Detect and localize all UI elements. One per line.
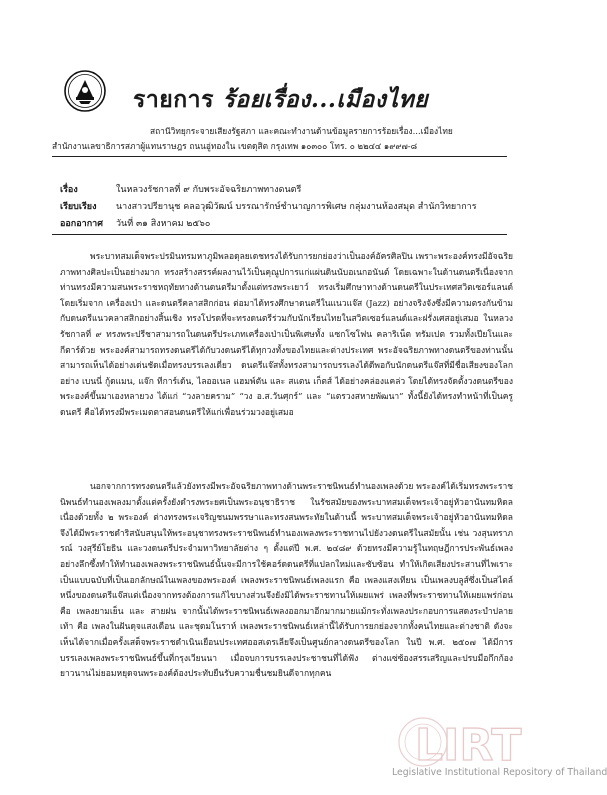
author-label: เรียบเรียง <box>60 202 97 212</box>
parliament-emblem-icon <box>64 70 106 112</box>
subject-label: เรื่อง <box>60 185 78 195</box>
broadcast-date-value: วันที่ ๓๑ สิงหาคม ๒๕๖๐ <box>116 219 211 229</box>
header-divider <box>52 156 507 157</box>
paragraph-1-text: พระบาทสมเด็จพระปรมินทรมหาภูมิพลอดุลยเดชทรงได้รับการยกย่องว่าเป็นองค์อัครศิลปิน เพราะพระองค์ทรงมีอัจฉริยภาพทางศิลปะเป็นอย่างมาก ทรงสร้างสรรค์ผลงานไว้เป็นคุณูปการแก่แผ่นดินนับอเนกอนันต์ โดยเฉพาะในด้านดนตรีเนื่องจากท่านทรงมีความสนพระราชหฤทัยทางด้านดนตรีมาตั้งแต่ทรงพระเยาว์ ทรงเริ่มศึกษาทางด้านดนตรีในประเทศสวิตเซอร์แลนด์ โดยเริ่มจาก เครื่องเป่า และดนตรีคลาสสิกก่อน ต่อมาได้ทรงศึกษาดนตรีในแนวแจ๊ส (Jazz) อย่างจริงจังซึ่งมีความตรงกันข้ามกับดนตรีแนวคลาสสิกอย่างสิ้นเชิง ทรงโปรดที่จะทรงดนตรีร่วมกับนักเรียนไทยในสวิตเซอร์แลนด์และฝรั่งเศสอยู่เสมอ ในหลวงรัชกาลที่ ๙ ทรงพระปรีชาสามารถในดนตรีประเภทเครื่องเป่าเป็นพิเศษทั้ง แซกโซโฟน คลาริเน็ต ทรัมเปต รวมทั้งเปียโนและกีตาร์ด้วย พระองค์สามารถทรงดนตรีได้กับวงดนตรีได้ทุกวงทั้งของไทยและต่างประเทศ พระอัจฉริยภาพทางดนตรีของท่านนั้นสามารถเห็นได้อย่างเด่นชัดเมื่อทรงบรรเลงเดี่ยว ดนตรีแจ๊สทั้งทรงสามารถบรรเลงได้ดีพอกับนักดนตรีแจ๊สที่มีชื่อเสียงของโลกอย่าง เบนนี่ กู้ดแมน, แจ๊ก ทีการ์เด้น, ไลออเนล แฮมพ์ตัน และ สแตน เก็ตส์ ได้อย่างคล่องแคล่ว โดยได้ทรงจัดตั้งวงดนตรีของพระองค์ขึ้นมาเองหลายวง ได้แก่ “วงลายคราม” “วง อ.ส.วันศุกร์” และ “แตรวงสหายพัฒนา” ทั้งนี้ยังได้ทรงทำหน้าที่เป็นครูดนตรี คือได้ทรงมีพระเมตตาสอนดนตรีให้แก่เพื่อนร่วมวงอยู่เสมอ <box>60 252 513 418</box>
subtitle-address: สำนักงานเลขาธิการสภาผู้แทนราษฎร ถนนอู่ทองใน เขตดุสิต กรุงเทพ ๑๐๓๐๐ โทร. ๐ ๒๒๔๔ ๑๙๙๗-๘ <box>52 141 418 151</box>
paragraph-2-text: นอกจากการทรงดนตรีแล้วยังทรงมีพระอัจฉริยภาพทางด้านพระราชนิพนธ์ทำนองเพลงด้วย พระองค์ได้เริ่มทรงพระราชนิพนธ์ทำนองเพลงมาตั้งแต่ครั้งยังดำรงพระยศเป็นพระอนุชาธิราช ในรัชสมัยของพระบาทสมเด็จพระเจ้าอยู่หัวอานันทมหิดล เนื่องด้วยทั้ง ๒ พระองค์ ต่างทรงพระเจริญชนมพรรษาและทรงสนพระทัยในด้านนี้ พระบาทสมเด็จพระเจ้าอยู่หัวอานันทมหิดลจึงได้มีพระราชดำริสนับสนุนให้พระอนุชาทรงพระราชนิพนธ์ทำนองเพลงพระราชทานไปยังวงดนตรีในสมัยนั้น เช่น วงสุนทราภรณ์ วงสุรีย์โยธิน และวงดนตรีประจำมหาวิทยาลัยต่าง ๆ ตั้งแต่ปี พ.ศ. ๒๔๘๙ ด้วยทรงมีความรู้ในทฤษฎีการประพันธ์เพลงอย่างลึกซึ้งทำให้ทำนองเพลงพระราชนิพนธ์นั้นจะมีการใช้คอร์ดดนตรีที่แปลกใหม่และซับซ้อน ทำให้เกิดเสียงประสานที่ไพเราะเป็นแบบฉบับที่เป็นเอกลักษณ์ในเพลงของพระองค์ เพลงพระราชนิพนธ์เพลงแรก คือ เพลงแสงเทียน เป็นเพลงบลูส์ซึ่งเป็นสไตล์หนึ่งของดนตรีแจ๊สแต่เนื่องจากทรงต้องการแก้ไขบางส่วนจึงยังมิได้พระราชทานให้เผยแพร่ เพลงที่พระราชทานให้เผยแพร่ก่อน คือ เพลงยามเย็น และ สายฝน จากนั้นได้พระราชนิพนธ์เพลงออกมาอีกมากมายแม้กระทั่งเพลงประกอบการแสดงระบำปลายเท้า คือ เพลงในฝันดุจแสงเดือน และชุดมโนราห์ เพลงพระราชนิพนธ์เหล่านี้ได้รับการยกย่องจากทั้งคนไทยและต่างชาติ ดังจะเห็นได้จากเมื่อครั้งเสด็จพระราชดำเนินเยือนประเทศออสเตรเลียจึงเป็นศูนย์กลางดนตรีของโลก ในปี พ.ศ. ๒๕๐๗ ได้มีการบรรเลงเพลงพระราชนิพนธ์ขึ้นที่กรุงเวียนนา เมื่อจบการบรรเลงประชาชนที่ได้ฟัง ต่างแซ่ซ้องสรรเสริญและปรบมือกึกก้องยาวนานไม่ยอมหยุดจนพระองค์ต้องประทับยืนรับความชื่นชมยินดีจากทุกคน <box>60 482 513 680</box>
body-paragraph-2 <box>60 480 513 683</box>
subtitle-organization: สถานีวิทยุกระจายเสียงรัฐสภา และคณะทำงานด้านข้อมูลรายการร้อยเรื่อง...เมืองไทย <box>150 126 453 136</box>
subject-value: ในหลวงรัชกาลที่ ๙ กับพระอัจฉริยภาพทางดนตรี <box>116 185 302 195</box>
program-title <box>133 82 428 118</box>
body-paragraph-1 <box>60 250 513 422</box>
author-value: นางสาวปรียานุช คลอวุฒิวัฒน์ บรรณารักษ์ชำนาญการพิเศษ กลุ่มงานห้องสมุด สำนักวิทยาการ <box>116 202 477 212</box>
meta-divider <box>52 234 507 235</box>
title-prefix: รายการ <box>133 86 223 113</box>
watermark-caption: Legislative Institutional Repository of Thailand <box>392 767 607 778</box>
broadcast-date-label: ออกอากาศ <box>60 219 103 229</box>
lirt-watermark-text: LIRT <box>415 720 522 771</box>
title-program-name: ร้อยเรื่อง...เมืองไทย <box>222 86 429 113</box>
